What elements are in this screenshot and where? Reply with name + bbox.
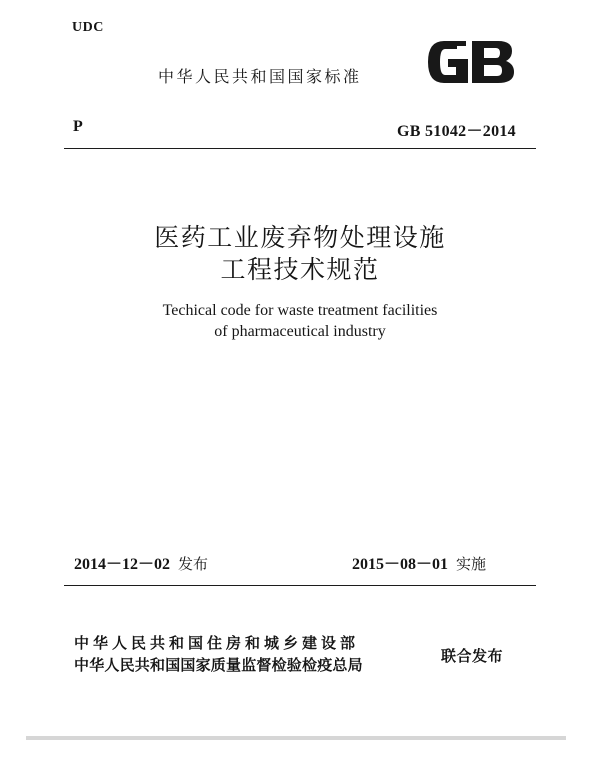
- chinese-title-line-1: 医药工业废弃物处理设施: [154, 223, 446, 252]
- issue-date-label: 发布: [178, 555, 209, 573]
- issue-date: [74, 551, 208, 574]
- joint-release-label: 联合发布: [441, 647, 504, 665]
- standard-number: GB 51042－2014: [396, 123, 516, 140]
- top-divider: [64, 148, 536, 149]
- chinese-title-line-2: 工程技术规范: [220, 255, 380, 284]
- publisher-line-1: 中华人民共和国住房和城乡建设部: [74, 634, 360, 652]
- english-title-line-1: Techical code for waste treatment facilities: [162, 302, 438, 319]
- gb-logo-b: [472, 41, 514, 83]
- chinese-title: [0, 222, 600, 286]
- classification-code: P: [73, 118, 83, 135]
- implementation-date: [352, 551, 486, 574]
- issue-date-value: 2014－12－02: [74, 556, 171, 573]
- english-title: [0, 300, 600, 342]
- standard-type-label: 中华人民共和国国家标准: [158, 67, 362, 86]
- publisher-line-2: 中华人民共和国国家质量监督检验检疫总局: [74, 656, 363, 674]
- implementation-date-label: 实施: [456, 555, 487, 573]
- bottom-divider: [64, 585, 536, 586]
- page-edge-shadow: [26, 736, 566, 740]
- gb-logo-g: [428, 41, 468, 83]
- english-title-line-2: of pharmaceutical industry: [214, 323, 386, 340]
- gb-logo: [426, 40, 516, 84]
- udc-label: UDC: [72, 20, 104, 35]
- publisher-list: [74, 632, 363, 676]
- implementation-date-value: 2015－08－01: [352, 556, 449, 573]
